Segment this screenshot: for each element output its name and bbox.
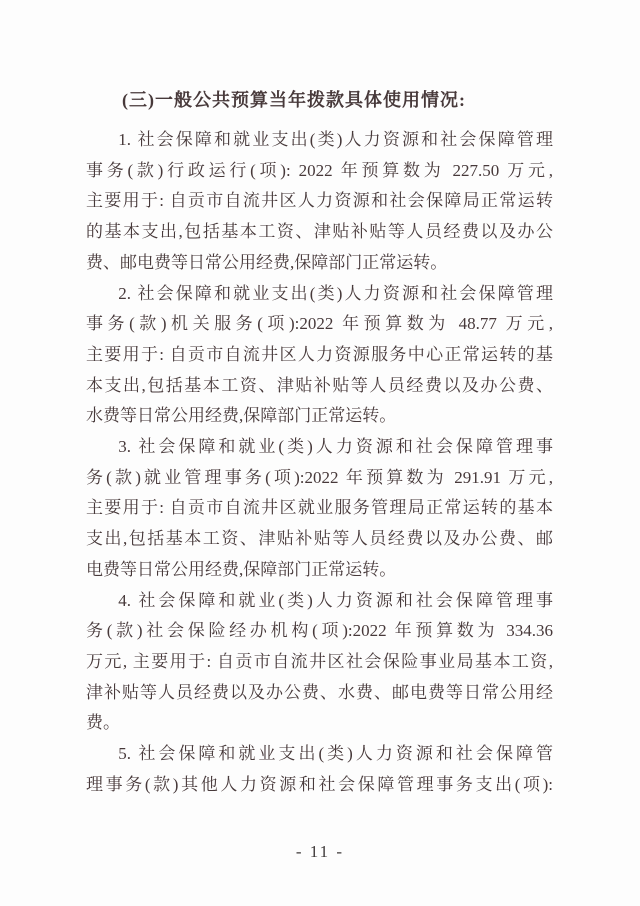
text-line: 费、邮电费等日常公用经费,保障部门正常运转。 <box>86 252 448 272</box>
text-line: 主要用于: 自贡市自流井区人力资源和社会保障局正常运转 <box>86 191 553 211</box>
text-line: 事务(款)机关服务(项):2022 年预算数为 48.77 万元, <box>86 314 553 334</box>
text-line: 务(款)就业管理事务(项):2022 年预算数为 291.91 万元, <box>86 467 553 487</box>
text-line: 2. 社会保障和就业支出(类)人力资源和社会保障管理 <box>118 283 553 303</box>
section-heading: (三)一般公共预算当年拨款具体使用情况: <box>122 90 466 110</box>
text-line: 5. 社会保障和就业支出(类)人力资源和社会保障管 <box>118 744 553 764</box>
text-line: 务(款)社会保险经办机构(项):2022 年预算数为 334.36 <box>86 621 553 641</box>
text-line: 津补贴等人员经费以及办公费、水费、邮电费等日常公用经 <box>86 682 553 702</box>
text-line: 主要用于: 自贡市自流井区就业服务管理局正常运转的基本 <box>86 498 553 518</box>
text-line: 4. 社会保障和就业(类)人力资源和社会保障管理事 <box>118 590 553 610</box>
text-line: 水费等日常公用经费,保障部门正常运转。 <box>86 406 397 426</box>
text-line: 万元, 主要用于: 自贡市自流井区社会保险事业局基本工资, <box>86 651 553 671</box>
text-line: 费。 <box>86 713 120 733</box>
text-line: 电费等日常公用经费,保障部门正常运转。 <box>86 559 397 579</box>
document-body <box>86 125 553 800</box>
text-line: 3. 社会保障和就业(类)人力资源和社会保障管理事 <box>118 437 553 457</box>
text-line: 本支出,包括基本工资、津贴补贴等人员经费以及办公费、 <box>86 375 553 395</box>
text-line: 1. 社会保障和就业支出(类)人力资源和社会保障管理 <box>118 130 553 149</box>
text-line: 支出,包括基本工资、津贴补贴等人员经费以及办公费、邮 <box>86 529 553 549</box>
text-line: 理事务(款)其他人力资源和社会保障管理事务支出(项): <box>86 774 553 794</box>
text-line: 事务(款)行政运行(项): 2022 年预算数为 227.50 万元, <box>86 160 553 180</box>
text-line: 主要用于: 自贡市自流井区人力资源服务中心正常运转的基 <box>86 344 553 364</box>
text-line: 的基本支出,包括基本工资、津贴补贴等人员经费以及办公 <box>86 222 553 242</box>
page-number: - 11 - <box>295 842 345 861</box>
